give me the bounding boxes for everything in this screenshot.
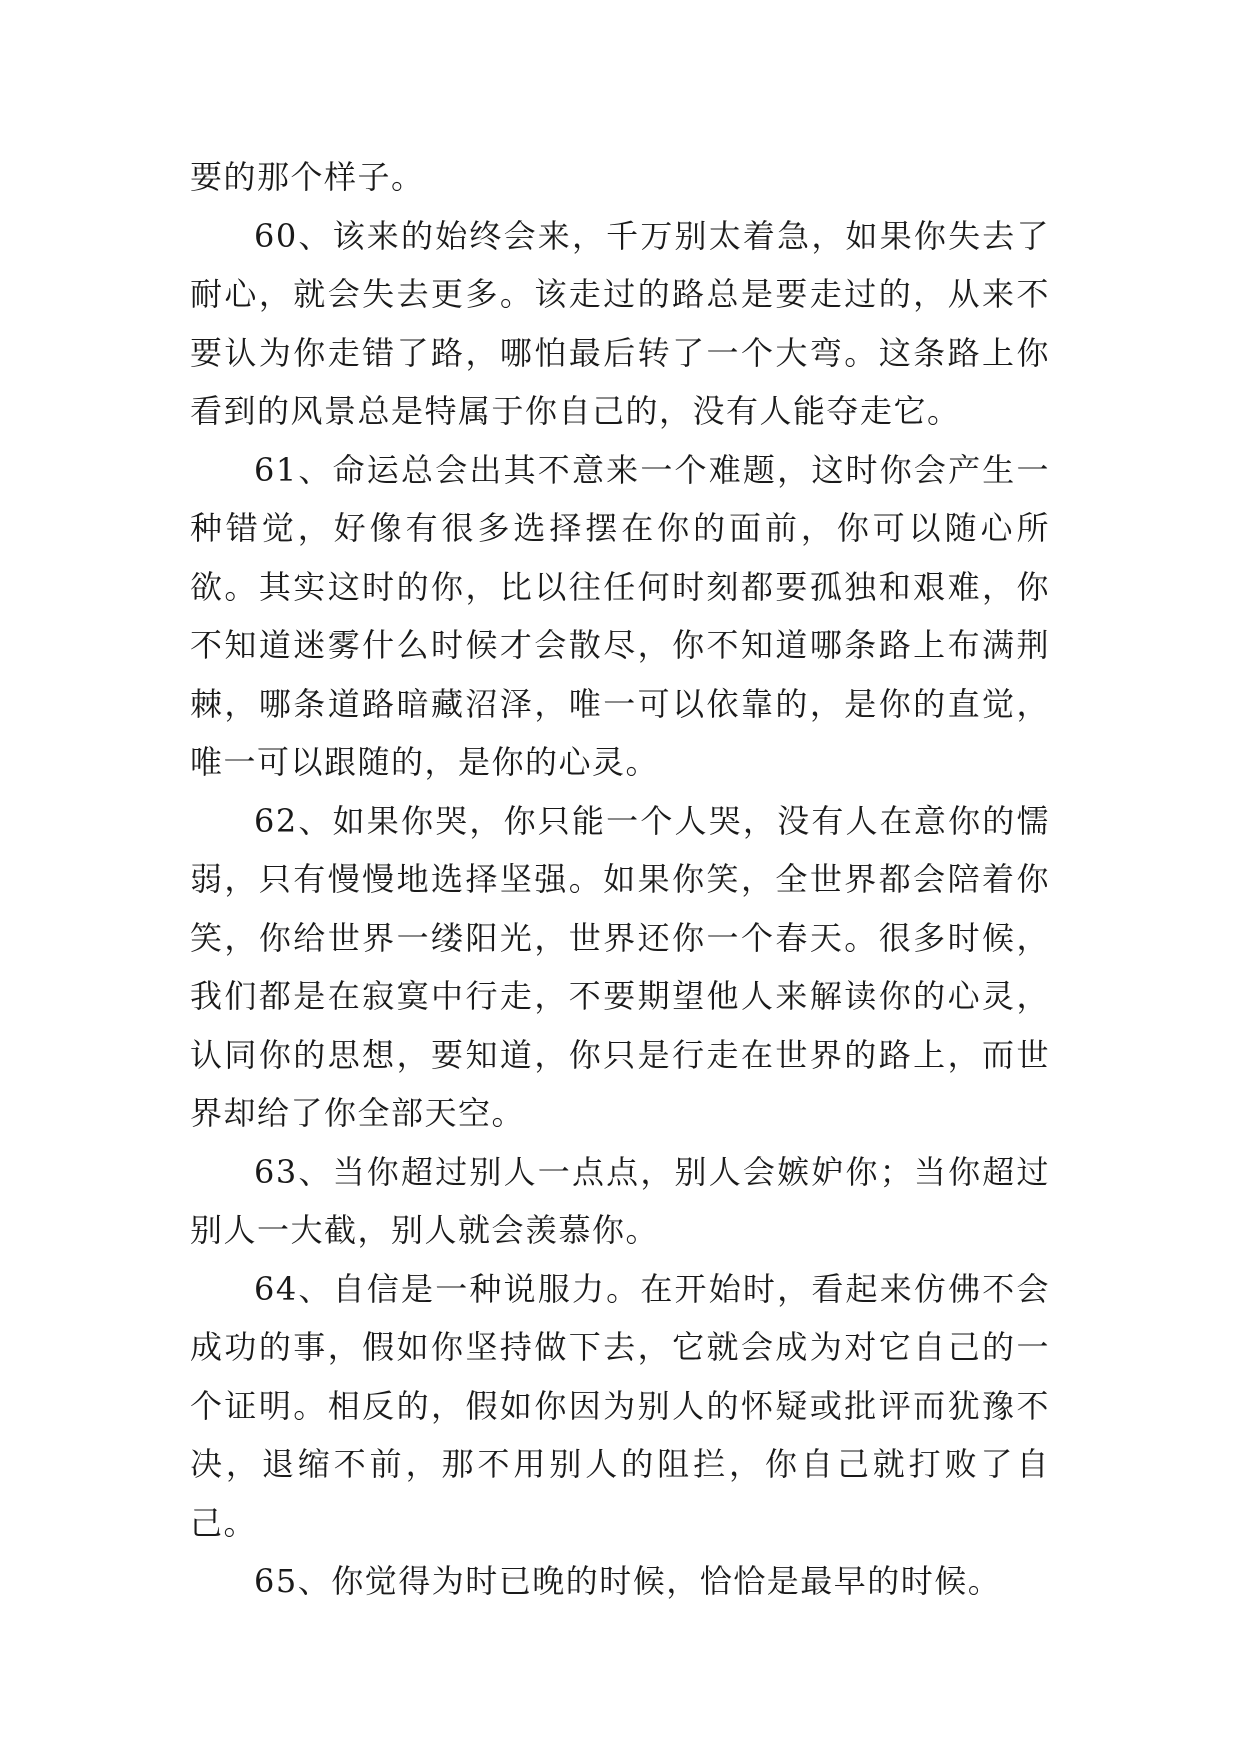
paragraph-60: 60、该来的始终会来，千万别太着急，如果你失去了耐心，就会失去更多。该走过的路总是要走过的，从来不要认为你走错了路，哪怕最后转了一个大弯。这条路上你看到的风景总是特属于你自己的，没有人能夺走它。	[190, 216, 1050, 430]
document-body	[190, 148, 1050, 1611]
paragraph-62: 62、如果你哭，你只能一个人哭，没有人在意你的懦弱，只有慢慢地选择坚强。如果你笑，全世界都会陪着你笑，你给世界一缕阳光，世界还你一个春天。很多时候，我们都是在寂寞中行走，不要期望他人来解读你的心灵，认同你的思想，要知道，你只是行走在世界的路上，而世界却给了你全部天空。	[190, 801, 1050, 1132]
paragraph-65: 65、你觉得为时已晚的时候，恰恰是最早的时候。	[254, 1562, 1002, 1600]
paragraph-continuation: 要的那个样子。	[190, 158, 425, 196]
paragraph-63: 63、当你超过别人一点点，别人会嫉妒你；当你超过别人一大截，别人就会羡慕你。	[190, 1152, 1050, 1249]
paragraph-64: 64、自信是一种说服力。在开始时，看起来仿佛不会成功的事，假如你坚持做下去，它就会成为对它自己的一个证明。相反的，假如你因为别人的怀疑或批评而犹豫不决，退缩不前，那不用别人的阻拦，你自己就打败了自己。	[190, 1269, 1050, 1542]
paragraph-61: 61、命运总会出其不意来一个难题，这时你会产生一种错觉，好像有很多选择摆在你的面前，你可以随心所欲。其实这时的你，比以往任何时刻都要孤独和艰难，你不知道迷雾什么时候才会散尽，你不知道哪条路上布满荆棘，哪条道路暗藏沼泽，唯一可以依靠的，是你的直觉，唯一可以跟随的，是你的心灵。	[190, 450, 1050, 781]
